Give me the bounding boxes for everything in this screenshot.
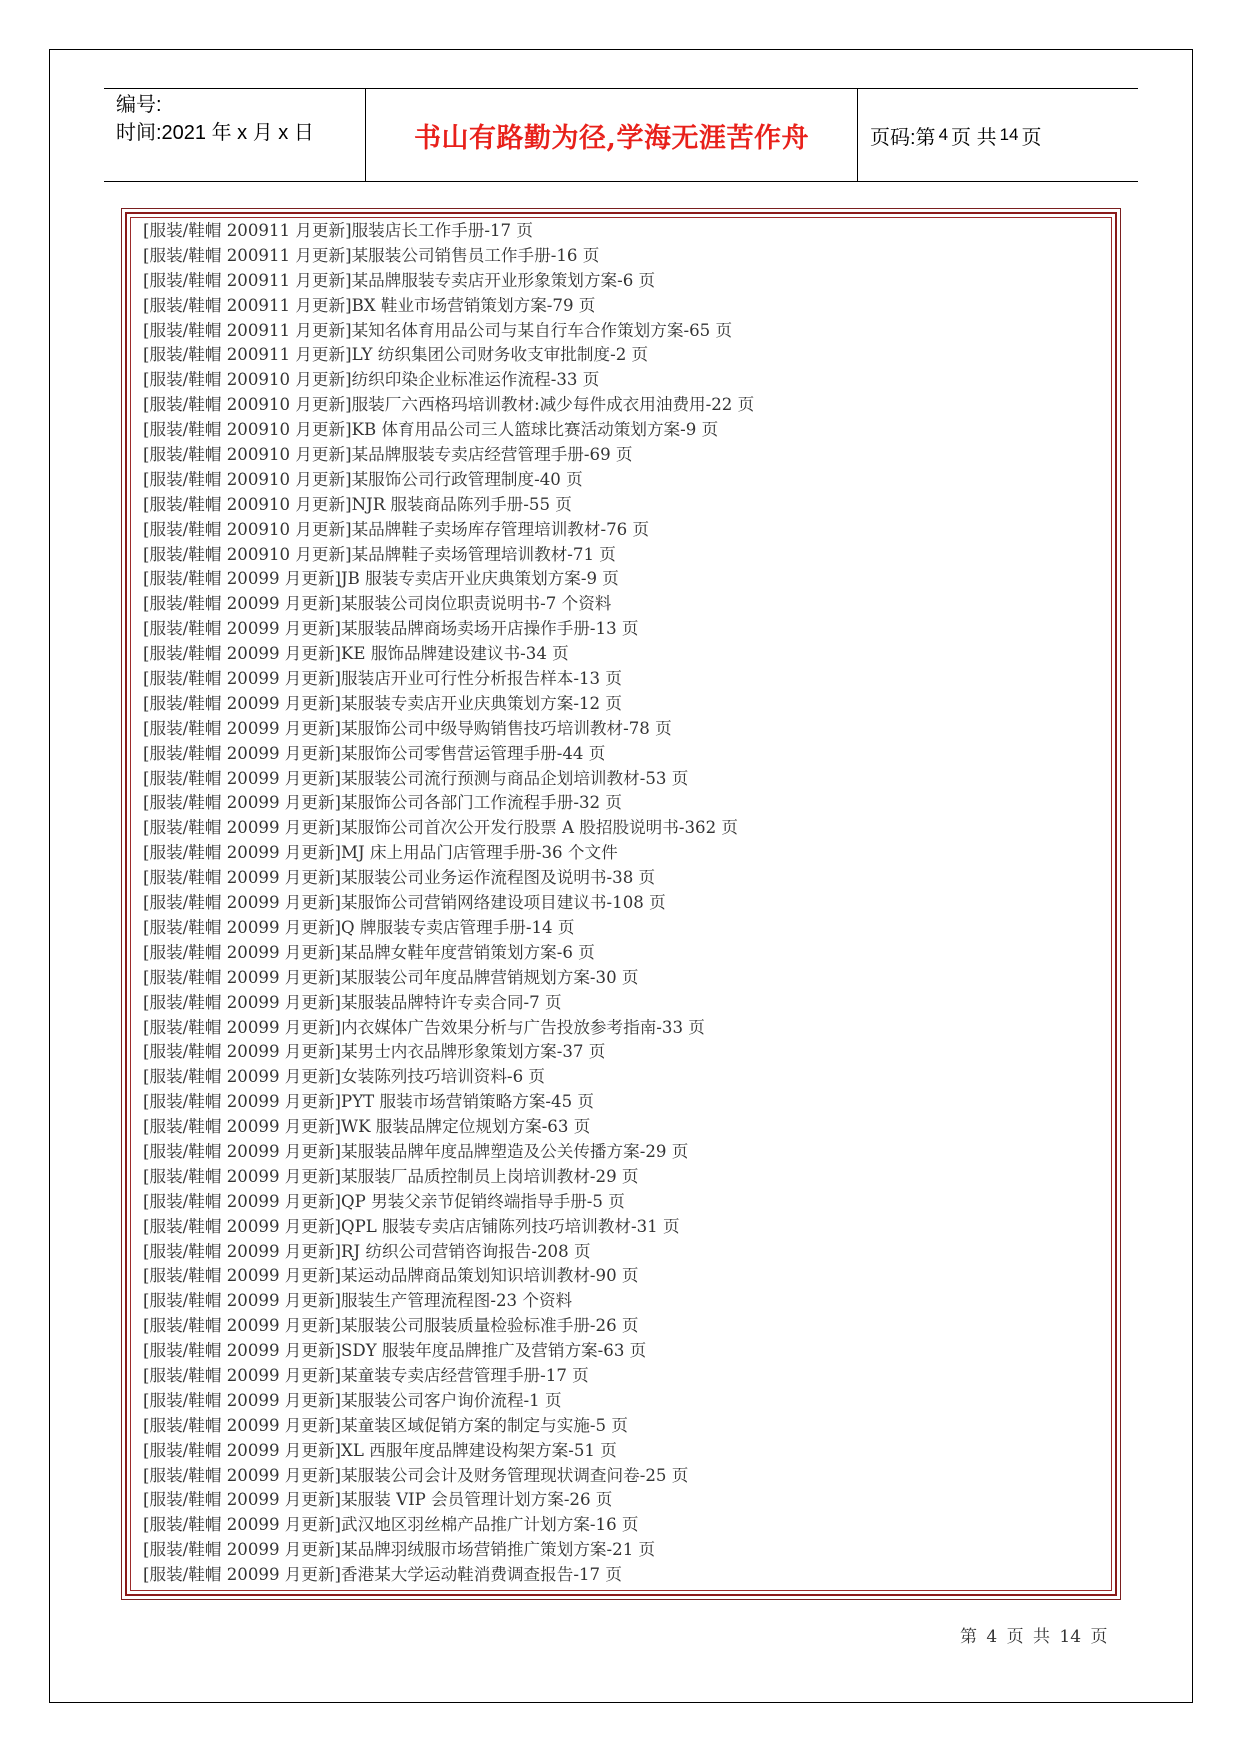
- page-footer: 第 4 页 共 14 页: [960, 1627, 1108, 1647]
- list-item: [服装/鞋帽 20099 月更新]XL 西服年度品牌建设构架方案-51 页: [143, 1440, 617, 1460]
- list-item: [服装/鞋帽 20099 月更新]某运动品牌商品策划知识培训教材-90 页: [143, 1266, 639, 1286]
- list-item: [服装/鞋帽 20099 月更新]PYT 服装市场营销策略方案-45 页: [143, 1092, 595, 1112]
- list-item: [服装/鞋帽 20099 月更新]某服饰公司零售营运管理手册-44 页: [143, 743, 606, 763]
- list-item: [服装/鞋帽 200910 月更新]某服饰公司行政管理制度-40 页: [143, 469, 583, 489]
- list-item: [服装/鞋帽 20099 月更新]JB 服装专卖店开业庆典策划方案-9 页: [143, 569, 619, 589]
- header-page-info: [858, 89, 1138, 181]
- list-item: [服装/鞋帽 200910 月更新]纺织印染企业标准运作流程-33 页: [143, 370, 600, 390]
- list-item: [服装/鞋帽 20099 月更新]某男士内衣品牌形象策划方案-37 页: [143, 1042, 606, 1062]
- list-item: [服装/鞋帽 200911 月更新]某知名体育用品公司与某自行车合作策划方案-65 页: [143, 320, 733, 340]
- list-item: [服装/鞋帽 20099 月更新]某服装专卖店开业庆典策划方案-12 页: [143, 693, 622, 713]
- list-item: [服装/鞋帽 20099 月更新]某服装公司流行预测与商品企划培训教材-53 页: [143, 768, 689, 788]
- list-item: [服装/鞋帽 200910 月更新]KB 体育用品公司三人篮球比赛活动策划方案-9 页: [143, 420, 719, 440]
- content-border: [125, 212, 1117, 1596]
- list-item: [服装/鞋帽 20099 月更新]某品牌女鞋年度营销策划方案-6 页: [143, 942, 595, 962]
- list-item: [服装/鞋帽 200911 月更新]某服装公司销售员工作手册-16 页: [143, 245, 600, 265]
- list-item: [服装/鞋帽 200910 月更新]NJR 服装商品陈列手册-55 页: [143, 494, 572, 514]
- list-item: [服装/鞋帽 20099 月更新]某品牌羽绒服市场营销推广策划方案-21 页: [143, 1540, 656, 1560]
- document-number-label: 编号:: [116, 94, 162, 116]
- list-item: [服装/鞋帽 200911 月更新]服装店长工作手册-17 页: [143, 221, 533, 240]
- list-item: [服装/鞋帽 20099 月更新]某服装公司年度品牌营销规划方案-30 页: [143, 967, 639, 987]
- list-item: [服装/鞋帽 20099 月更新]WK 服装品牌定位规划方案-63 页: [143, 1117, 591, 1137]
- page-mid: 页 共: [951, 126, 997, 149]
- list-item: [服装/鞋帽 20099 月更新]MJ 床上用品门店管理手册-36 个文件: [143, 843, 618, 863]
- list-item: [服装/鞋帽 200911 月更新]某品牌服装专卖店开业形象策划方案-6 页: [143, 270, 656, 290]
- list-item: [服装/鞋帽 20099 月更新]某童装专卖店经营管理手册-17 页: [143, 1365, 589, 1385]
- list-item: [服装/鞋帽 20099 月更新]QP 男装父亲节促销终端指导手册-5 页: [143, 1191, 625, 1211]
- list-item: [服装/鞋帽 20099 月更新]女装陈列技巧培训资料-6 页: [143, 1067, 546, 1087]
- page-header: [104, 88, 1138, 182]
- list-item: [服装/鞋帽 20099 月更新]某服装 VIP 会员管理计划方案-26 页: [143, 1490, 613, 1510]
- page-suffix: 页: [1021, 126, 1042, 149]
- document-date: 时间:2021 年 x 月 x 日: [116, 122, 314, 144]
- list-item: [服装/鞋帽 20099 月更新]Q 牌服装专卖店管理手册-14 页: [143, 917, 575, 937]
- list-item: [服装/鞋帽 20099 月更新]服装店开业可行性分析报告样本-13 页: [143, 669, 622, 689]
- list-item: [服装/鞋帽 20099 月更新]武汉地区羽丝棉产品推广计划方案-16 页: [143, 1515, 639, 1535]
- page-current: 4: [938, 125, 949, 144]
- list-item: [服装/鞋帽 200911 月更新]BX 鞋业市场营销策划方案-79 页: [143, 295, 596, 315]
- list-item: [服装/鞋帽 20099 月更新]某服装厂品质控制员上岗培训教材-29 页: [143, 1166, 639, 1186]
- list-item: [服装/鞋帽 20099 月更新]SDY 服装年度品牌推广及营销方案-63 页: [143, 1341, 647, 1361]
- header-meta: [104, 89, 366, 181]
- list-item: [服装/鞋帽 20099 月更新]某服装公司客户询价流程-1 页: [143, 1390, 562, 1410]
- header-motto: 书山有路勤为径,学海无涯苦作舟: [366, 89, 858, 181]
- list-item: [服装/鞋帽 20099 月更新]某服装品牌商场卖场开店操作手册-13 页: [143, 619, 639, 639]
- list-item: [服装/鞋帽 20099 月更新]某服饰公司首次公开发行股票 A 股招股说明书-362 页: [143, 818, 738, 838]
- list-item: [服装/鞋帽 200910 月更新]服装厂六西格玛培训教材:减少每件成衣用油费用-22 页: [143, 395, 755, 415]
- list-item: [服装/鞋帽 20099 月更新]KE 服饰品牌建设建议书-34 页: [143, 644, 569, 664]
- list-item: [服装/鞋帽 20099 月更新]某服饰公司各部门工作流程手册-32 页: [143, 793, 622, 813]
- list-item: [服装/鞋帽 20099 月更新]某服装公司业务运作流程图及说明书-38 页: [143, 868, 656, 888]
- list-item: [服装/鞋帽 20099 月更新]RJ 纺织公司营销咨询报告-208 页: [143, 1241, 591, 1261]
- list-item: [服装/鞋帽 20099 月更新]某服装品牌特许专卖合同-7 页: [143, 992, 562, 1012]
- document-list: [130, 217, 1112, 1591]
- list-item: [服装/鞋帽 200911 月更新]LY 纺织集团公司财务收支审批制度-2 页: [143, 345, 649, 365]
- list-item: [服装/鞋帽 20099 月更新]服装生产管理流程图-23 个资料: [143, 1291, 573, 1311]
- list-item: [服装/鞋帽 20099 月更新]某服饰公司中级导购销售技巧培训教材-78 页: [143, 718, 672, 738]
- page-total: 14: [999, 125, 1019, 144]
- list-item: [服装/鞋帽 20099 月更新]内衣媒体广告效果分析与广告投放参考指南-33 页: [143, 1017, 705, 1037]
- list-item: [服装/鞋帽 20099 月更新]某服装品牌年度品牌塑造及公关传播方案-29 页: [143, 1141, 689, 1161]
- list-item: [服装/鞋帽 20099 月更新]某服装公司会计及财务管理现状调查问卷-25 页: [143, 1465, 689, 1485]
- page-prefix: 页码:第: [870, 126, 936, 149]
- list-item: [服装/鞋帽 20099 月更新]某童装区域促销方案的制定与实施-5 页: [143, 1415, 628, 1435]
- list-item: [服装/鞋帽 20099 月更新]香港某大学运动鞋消费调查报告-17 页: [143, 1565, 622, 1585]
- list-item: [服装/鞋帽 20099 月更新]QPL 服装专卖店店铺陈列技巧培训教材-31 页: [143, 1216, 680, 1236]
- list-item: [服装/鞋帽 200910 月更新]某品牌鞋子卖场管理培训教材-71 页: [143, 544, 616, 564]
- content-box: [121, 208, 1121, 1600]
- list-item: [服装/鞋帽 20099 月更新]某服装公司服装质量检验标准手册-26 页: [143, 1316, 639, 1336]
- list-item: [服装/鞋帽 200910 月更新]某品牌鞋子卖场库存管理培训教材-76 页: [143, 519, 650, 539]
- list-item: [服装/鞋帽 20099 月更新]某服装公司岗位职责说明书-7 个资料: [143, 594, 612, 614]
- list-item: [服装/鞋帽 20099 月更新]某服饰公司营销网络建设项目建议书-108 页: [143, 893, 666, 913]
- list-item: [服装/鞋帽 200910 月更新]某品牌服装专卖店经营管理手册-69 页: [143, 445, 633, 465]
